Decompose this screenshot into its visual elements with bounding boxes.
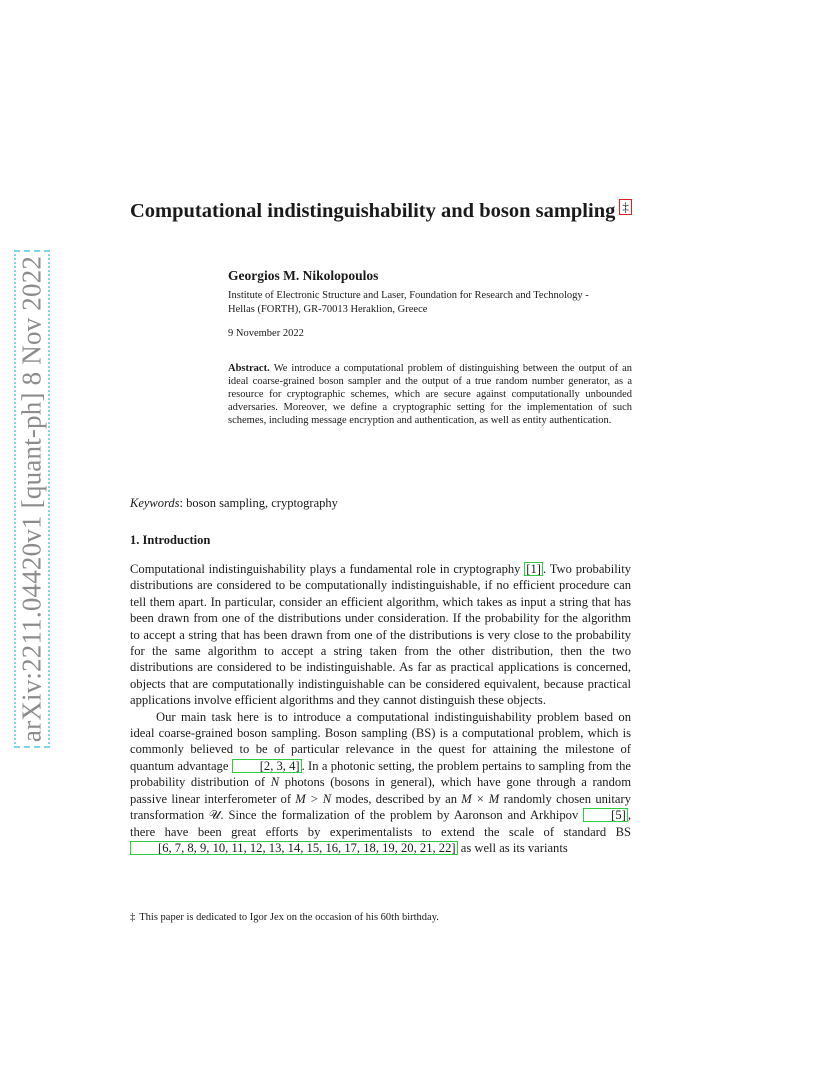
paragraph-2 xyxy=(130,709,631,857)
affiliation: Institute of Electronic Structure and Laser, Foundation for Research and Technology - Hellas (FORTH), GR-70013 Heraklion, Greece xyxy=(228,290,589,315)
para2-text-6: . Since the formalization of the problem by Aaronson and Arkhipov xyxy=(220,808,584,823)
citation-link[interactable]: [5] xyxy=(583,808,628,822)
author-name: Georgios M. Nikolopoulos xyxy=(228,268,379,283)
footnote xyxy=(130,912,439,923)
para1-text-b: . Two probability distributions are considered to be computationally indistinguishable, if no efficient procedure can tell them apart. In particular, consider an efficient algorithm, which takes as input a string that has been drawn from one of the distributions under consideration. If the probability for the algorithm to accept a string that has been drawn from one of the distributions is very close to the probability for the same algorithm to accept a string taken from the other distribution, then the two distributions are considered to be indistinguishable. As far as practical applications is concerned, objects that are computationally indistinguishable can be considered equivalent, because practical applications involve efficient algorithms and they cannot distinguish these objects. xyxy=(130,562,632,708)
para1-text-a: Computational indistinguishability plays a fundamental role in cryptography xyxy=(130,562,521,576)
arxiv-id: arXiv:2211.04420v1 [quant-ph] 8 Nov 2022 xyxy=(16,255,47,743)
abstract-label: Abstract. xyxy=(228,363,270,374)
math-n: N xyxy=(270,775,280,790)
footnote-text: This paper is dedicated to Igor Jex on the occasion of his 60th birthday. xyxy=(139,912,439,923)
body-text xyxy=(130,561,631,856)
citation-link[interactable]: [2, 3, 4] xyxy=(232,759,302,773)
math-unitary: 𝒰 xyxy=(209,808,221,823)
para2-text-4: modes, described by an xyxy=(331,791,462,806)
abstract-text: We introduce a computational problem of distinguishing between the output of an ideal coarse-grained boson sampler and the output of a true random number generator, as a resource for cryptographic schemes, which are secure against computationally unbounded adversaries. Moreover, we define a cryptographic setting for the implementation of such schemes, including message encryption and authentication, as well as entity authentication. xyxy=(228,363,632,426)
para2-text-8: as well as its variants xyxy=(457,840,568,855)
citation-link[interactable]: [1] xyxy=(526,562,541,576)
keywords-label: Keywords xyxy=(130,496,180,510)
footnote-mark: ‡ xyxy=(130,912,136,923)
para2-text-3: photons (bosons in general), which have gone through a random passive linear interferometer of xyxy=(130,775,631,806)
paper-title xyxy=(130,198,650,224)
math-m-gt-n: M > N xyxy=(295,791,332,806)
para2-text-5: randomly chosen unitary transformation xyxy=(130,791,632,823)
abstract xyxy=(228,362,632,427)
para2-text-2: . In a photonic setting, the problem pertains to sampling from the probability distribution of xyxy=(130,758,631,790)
keywords-text: boson sampling, cryptography xyxy=(186,496,338,510)
math-m-by-m: M × M xyxy=(461,791,500,806)
section-heading: 1. Introduction xyxy=(130,533,211,547)
title-text: Computational indistinguishability and boson sampling xyxy=(130,200,616,222)
arxiv-stamp xyxy=(14,250,50,748)
keywords: Keywords: boson sampling, cryptography xyxy=(130,496,338,510)
paragraph-1 xyxy=(130,561,631,709)
publication-date: 9 November 2022 xyxy=(228,328,304,339)
para2-text-7: , there have been great efforts by experimentalists to extend the scale of standard BS xyxy=(130,808,631,839)
citation-link[interactable]: [6, 7, 8, 9, 10, 11, 12, 13, 14, 15, 16, 17, 18, 19, 20, 21, 22] xyxy=(130,841,458,855)
title-footnote-link[interactable]: ‡ xyxy=(619,199,632,215)
para2-text-1: Our main task here is to introduce a computational indistinguishability problem based on ideal coarse-grained boson sampling. Boson sampling (BS) is a computational problem, which is commonly believed to be of particular relevance in the quest for attaining the milestone of quantum advantage xyxy=(130,709,631,773)
